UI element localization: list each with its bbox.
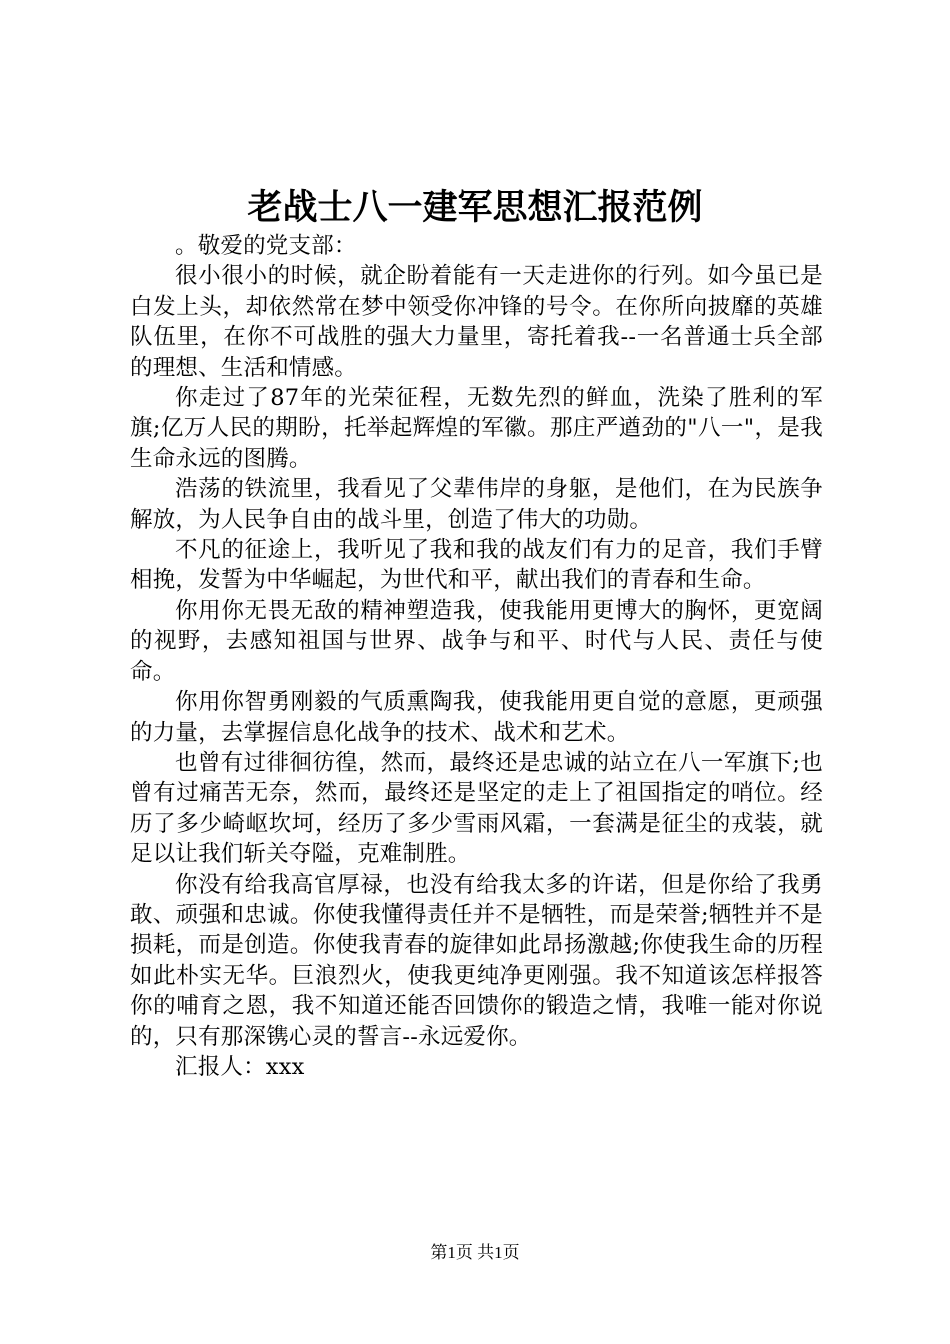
salutation: 。敬爱的党支部： (175, 233, 357, 259)
paragraph: 你用你无畏无敌的精神塑造我，使我能用更博大的胸怀，更宽阔的视野，去感知祖国与世界、战争与和平、时代与人民、责任与使命。 (130, 597, 823, 685)
document-body (130, 231, 823, 1082)
paragraph: 很小很小的时候，就企盼着能有一天走进你的行列。如今虽已是白发上头，却依然常在梦中领受你冲锋的号令。在你所向披靡的英雄队伍里，在你不可战胜的强大力量里，寄托着我--一名普通士兵全部的理想、生活和情感。 (130, 263, 823, 381)
paragraph: 你走过了87年的光荣征程，无数先烈的鲜血，洗染了胜利的军旗;亿万人民的期盼，托举起辉煌的军徽。那庄严遒劲的"八一"，是我生命永远的图腾。 (130, 385, 823, 472)
paragraph: 也曾有过徘徊彷徨，然而，最终还是忠诚的站立在八一军旗下;也曾有过痛苦无奈，然而，最终还是坚定的走上了祖国指定的哨位。经历了多少崎岖坎坷，经历了多少雪雨风霜，一套满是征尘的戎装，就足以让我们斩关夺隘，克难制胜。 (130, 749, 823, 868)
paragraph: 你用你智勇刚毅的气质熏陶我，使我能用更自觉的意愿，更顽强的力量，去掌握信息化战争的技术、战术和艺术。 (130, 689, 823, 746)
paragraph: 浩荡的铁流里，我看见了父辈伟岸的身躯，是他们，在为民族争解放，为人民争自由的战斗里，创造了伟大的功勋。 (130, 476, 823, 533)
paragraph: 你没有给我高官厚禄，也没有给我太多的许诺，但是你给了我勇敢、顽强和忠诚。你使我懂得责任并不是牺牲，而是荣誉;牺牲并不是损耗，而是创造。你使我青春的旋律如此昂扬激越;你使我生命的历程如此朴实无华。巨浪烈火，使我更纯净更刚强。我不知道该怎样报答你的哺育之恩，我不知道还能否回馈你的锻造之情，我唯一能对你说的，只有那深镌心灵的誓言--永远爱你。 (130, 871, 823, 1050)
page-footer: 第1页 共1页 (430, 1243, 520, 1262)
paragraph: 不凡的征途上，我听见了我和我的战友们有力的足音，我们手臂相挽，发誓为中华崛起，为世代和平，献出我们的青春和生命。 (130, 537, 823, 594)
document-title: 老战士八一建军思想汇报范例 (247, 187, 703, 228)
signature: 汇报人：xxx (175, 1053, 305, 1080)
